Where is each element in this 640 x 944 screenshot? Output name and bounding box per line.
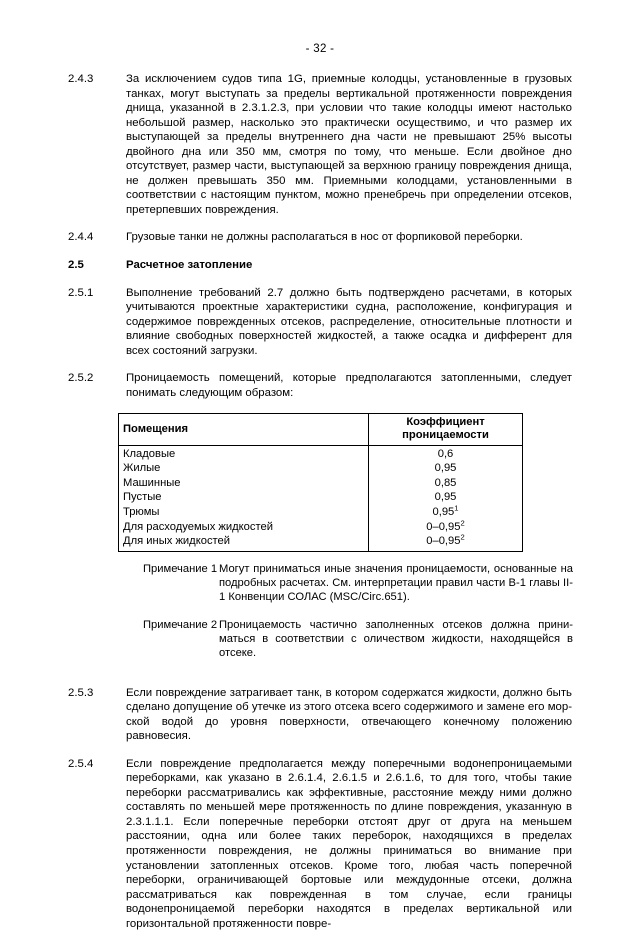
note-label: Примечание 1 <box>143 562 218 575</box>
paragraph-text: Если повреждение предполагается между поперечными водонепроницаемыми переборками, как указано в 2.6.1.4, 2.6.1.5 и 2.6.1.6, то для того, чтобы такие переборки рассматривались как эффективные, расстояние между ними должно составлять по меньшей мере протяженность по длине повреждения, указанную в 2.3.1.1.1. Если поперечные переборки отстоят друг от друга на меньшем расстоянии, одна или более таких переборок, находящихся в пределах протяженности повреждения, не должны приниматься во внимание при установлении затопленных отсеков. Кроме того, любая часть поперечной переборки, ограничивающей бортовые или междудонные отсеки, должна рассматриваться как поврежденная в том случае, если границы водонепроницаемой переборки находятся в пределах вертикальной или горизонтальной протяженности повре- <box>126 757 572 930</box>
table-header-row <box>119 414 523 445</box>
cell-space: Пустые <box>119 491 369 506</box>
paragraph-number: 2.4.4 <box>68 231 94 244</box>
cell-space: Для расходуемых жидкостей <box>119 520 369 535</box>
paragraph-2-4-4 <box>68 230 572 245</box>
table-body <box>119 445 523 551</box>
value-text: 0–0,95 <box>426 520 461 533</box>
table-row <box>119 535 523 552</box>
note-label: Примечание 2 <box>143 618 218 631</box>
page-number: - 32 - <box>305 43 335 55</box>
paragraph-2-5-4 <box>68 757 572 932</box>
paragraph-text: Проницаемость помещений, которые предполагаются затопленными, следует понимать следующим образом: <box>126 372 572 399</box>
paragraph-number: 2.5.4 <box>68 757 94 770</box>
note-text: Проницаемость частично заполненных отсеков должна приниматься в соответствии с оличеством жидкости, находящейся в отсеке. <box>219 618 573 660</box>
paragraph-2-5-1 <box>68 286 572 359</box>
paragraph-text: За исключением судов типа 1G, приемные колодцы, установленные в грузовых танках, могут выступать за пределы вертикальной протяженности повреждения днища, указанной в 2.3.1.2.3, при условии что такие колодцы имеют настолько небольшой размер, насколько это практически осуществимо, и что размер их выступающей за пределы внутреннего дна части не превышают 25% высоты двойного дна или 350 мм, смотря по тому, что меньше. Если двойное дно отсутствует, размер части, выступающей за верхнюю границу повреждения днища, не должен превышать 350 мм. Приемными колодцами, установленными в соответствии с настоящим пунктом, можно пренебречь при определении отсеков, претерпевших повреждения. <box>126 73 572 216</box>
table-row <box>119 462 523 477</box>
cell-space: Жилые <box>119 462 369 477</box>
paragraph-number: 2.5.2 <box>68 372 94 385</box>
note-1 <box>143 562 573 605</box>
note-2 <box>143 618 573 661</box>
value-text: 0,95 <box>434 462 457 475</box>
footnote-marker: 2 <box>460 532 465 542</box>
section-number: 2.5 <box>68 259 84 272</box>
footnote-marker: 2 <box>460 517 465 527</box>
value-text: 0–0,95 <box>426 535 461 548</box>
cell-value <box>369 491 523 506</box>
cell-space: Кладовые <box>119 445 369 462</box>
footnote-marker: 1 <box>454 503 459 513</box>
table-row <box>119 491 523 506</box>
column-header-permeability: Коэффициент проницаемости <box>369 414 523 445</box>
cell-space: Машинные <box>119 476 369 491</box>
table-row <box>119 476 523 491</box>
paragraph-number: 2.5.1 <box>68 286 94 299</box>
paragraph-2-5-2 <box>68 371 572 400</box>
section-title: Расчетное затопление <box>126 259 253 272</box>
value-text: 0,95 <box>434 491 457 504</box>
cell-value <box>369 462 523 477</box>
paragraph-number: 2.5.3 <box>68 686 94 699</box>
note-text: Могут приниматься иные значения проницаемости, основанные на подробных расчетах. См. интерпретации правил части В-1 главы II-1 Конвенции СОЛАС (MSC/Circ.651). <box>219 562 573 604</box>
permeability-table <box>118 413 523 551</box>
table-header <box>119 414 523 445</box>
table-row <box>119 445 523 462</box>
value-text: 0,6 <box>437 447 454 460</box>
cell-space: Для иных жидкостей <box>119 535 369 552</box>
paragraph-number: 2.4.3 <box>68 73 94 85</box>
section-heading-2-5 <box>68 258 572 273</box>
cell-value <box>369 445 523 462</box>
paragraph-2-4-3 <box>68 72 572 217</box>
paragraph-text: Если повреждение затрагивает танк, в котором содержатся жидкости, должно быть сделано допущение об утечке из этого отсека всего содержимого и замене его морской водой до уровня поверхности, отвечающего конечному положению равновесия. <box>126 686 572 743</box>
page-content <box>68 72 572 944</box>
cell-value <box>369 517 523 535</box>
permeability-table-wrapper <box>118 413 522 551</box>
paragraph-2-5-3 <box>68 686 572 744</box>
column-header-spaces: Помещения <box>119 414 369 445</box>
paragraph-text: Грузовые танки не должны располагаться в нос от форпиковой переборки. <box>126 231 523 244</box>
table-notes <box>143 562 573 661</box>
cell-space: Трюмы <box>119 505 369 520</box>
value-text: 0,85 <box>434 476 457 489</box>
spacer <box>68 674 572 686</box>
cell-value <box>369 505 523 520</box>
value-text: 0,95 <box>432 505 455 518</box>
cell-value <box>369 476 523 491</box>
cell-value <box>369 532 523 552</box>
paragraph-text: Выполнение требований 2.7 должно быть подтверждено расчетами, в которых учитываются проектные характеристики судна, расположение, конфигурация и содержимое поврежденных отсеков, распределение, относительные плотности и влияние свободных поверхностей жидкостей, а также осадка и дифферент для всех состояний загрузки. <box>126 286 572 357</box>
